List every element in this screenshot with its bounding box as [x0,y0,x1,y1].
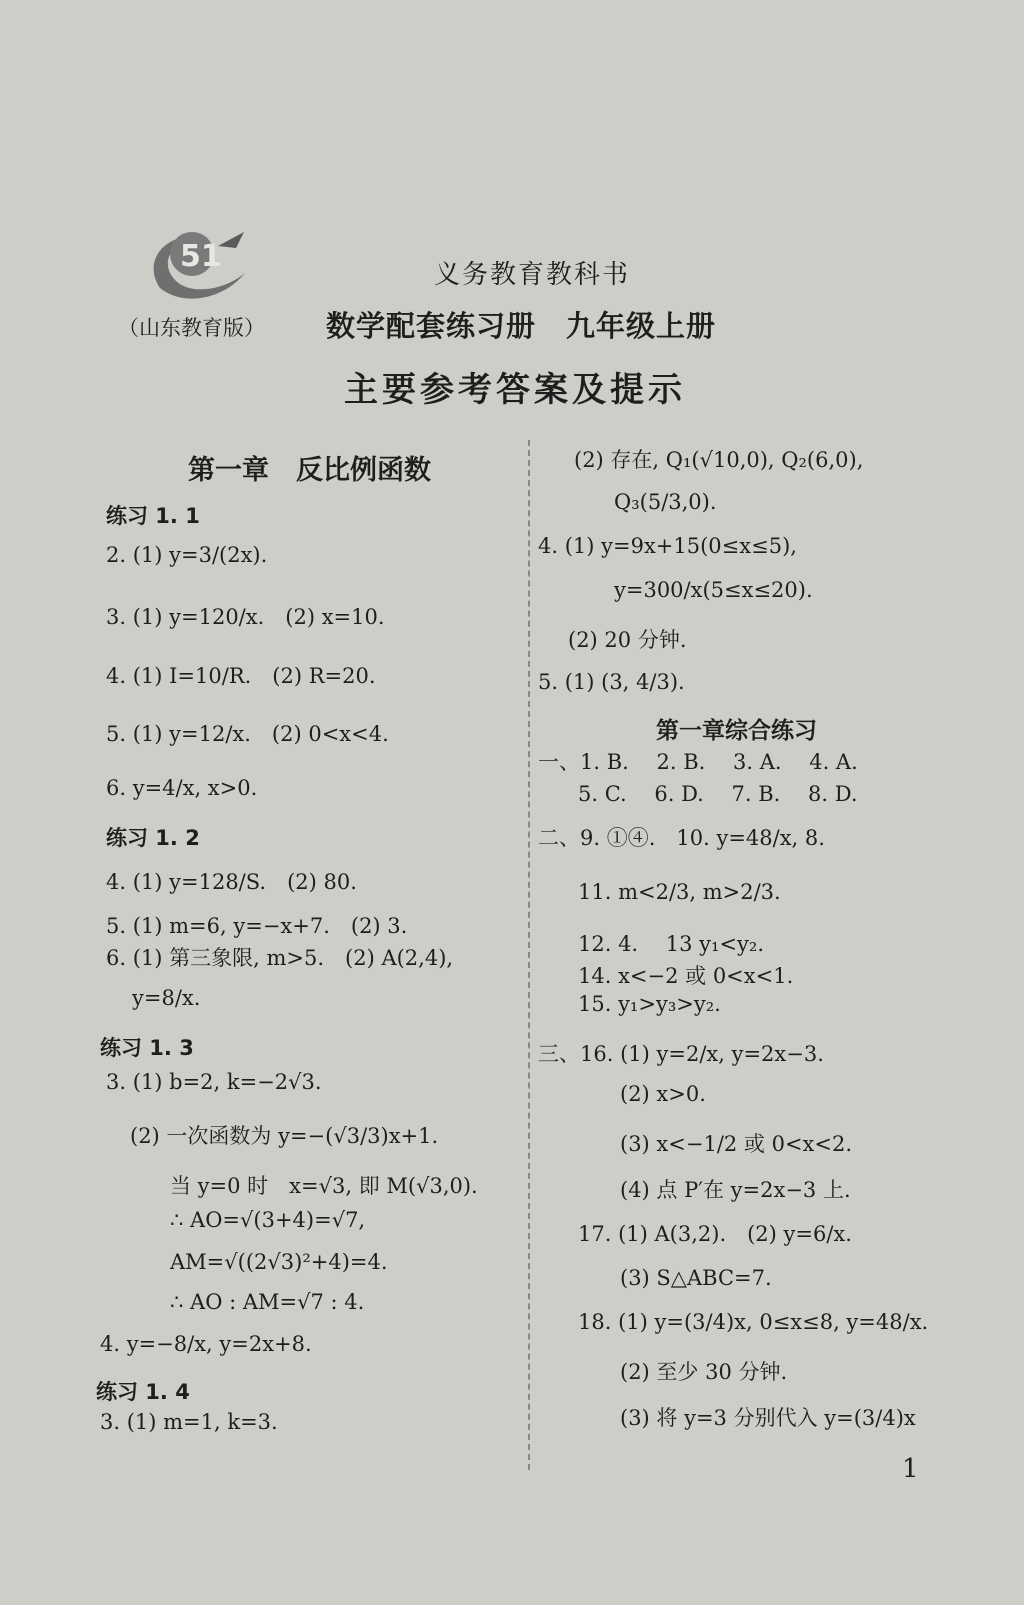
answer-line: 二、9. ①④. 10. y=48/x, 8. [538,826,825,850]
svg-text:51: 51 [180,239,222,274]
answer-line: 三、16. (1) y=2/x, y=2x−3. [538,1042,824,1066]
answer-line: (2) 至少 30 分钟. [620,1360,788,1384]
book-title: 数学配套练习册 九年级上册 [326,309,717,343]
page-number: 1 [902,1454,919,1484]
answer-line: 一、1. B. 2. B. 3. A. 4. A. [538,750,858,774]
answer-line: 3. (1) y=120/x. (2) x=10. [106,605,385,629]
answer-line: (2) 一次函数为 y=−(√3/3)x+1. [130,1124,439,1148]
answer-line: Q₃(5/3,0). [614,490,717,514]
answer-line: 17. (1) A(3,2). (2) y=6/x. [578,1222,852,1246]
answer-line: (3) 将 y=3 分别代入 y=(3/4)x [620,1406,916,1430]
answer-line: AM=√((2√3)²+4)=4. [170,1250,388,1274]
answer-line: 5. (1) m=6, y=−x+7. (2) 3. [106,914,408,938]
answer-line: 3. (1) m=1, k=3. [100,1410,278,1434]
doc-title: 主要参考答案及提示 [344,370,686,410]
answer-line: 4. (1) I=10/R. (2) R=20. [106,664,376,688]
section-heading: 练习 1. 3 [100,1036,194,1060]
answer-line: 12. 4. 13 y₁<y₂. [578,932,765,956]
answer-line: (3) x<−1/2 或 0<x<2. [620,1132,853,1156]
answer-line: 4. y=−8/x, y=2x+8. [100,1332,312,1356]
answer-line: 11. m<2/3, m>2/3. [578,880,781,904]
answer-line: 18. (1) y=(3/4)x, 0≤x≤8, y=48/x. [578,1310,929,1334]
series-title: 义务教育教科书 [434,260,631,290]
section-heading: 练习 1. 1 [106,504,200,528]
answer-line: 14. x<−2 或 0<x<1. [578,964,794,988]
answer-line: 5. (1) y=12/x. (2) 0<x<4. [106,722,389,746]
answer-line: 6. (1) 第三象限, m>5. (2) A(2,4), [106,946,454,970]
answer-line: 15. y₁>y₃>y₂. [578,992,721,1016]
answer-line: 3. (1) b=2, k=−2√3. [106,1070,322,1094]
answer-line: 4. (1) y=128/S. (2) 80. [106,870,357,894]
answer-line: (2) 存在, Q₁(√10,0), Q₂(6,0), [574,448,864,472]
section-heading: 练习 1. 2 [106,826,200,850]
answer-line: (4) 点 P′在 y=2x−3 上. [620,1178,851,1202]
column-divider [528,440,530,1470]
edition-label: （山东教育版） [118,316,265,340]
answer-line: 5. C. 6. D. 7. B. 8. D. [578,782,858,806]
section-heading: 练习 1. 4 [96,1380,190,1404]
publisher-logo [140,218,260,308]
answer-line: 2. (1) y=3/(2x). [106,543,268,567]
answer-line: y=8/x. [132,986,201,1010]
answer-line: y=300/x(5≤x≤20). [614,578,813,602]
answer-line: (3) S△ABC=7. [620,1266,772,1290]
answer-line: ∴ AO : AM=√7 : 4. [170,1290,365,1314]
answer-line: 当 y=0 时 x=√3, 即 M(√3,0). [170,1174,478,1198]
answer-line: (2) 20 分钟. [568,628,687,652]
answer-line: 6. y=4/x, x>0. [106,776,258,800]
answer-line: 4. (1) y=9x+15(0≤x≤5), [538,534,797,558]
chapter-title: 第一章 反比例函数 [188,455,431,486]
answer-line: ∴ AO=√(3+4)=√7, [170,1208,366,1232]
review-title: 第一章综合练习 [656,717,817,744]
answer-line: (2) x>0. [620,1082,706,1106]
answer-line: 5. (1) (3, 4/3). [538,670,685,694]
